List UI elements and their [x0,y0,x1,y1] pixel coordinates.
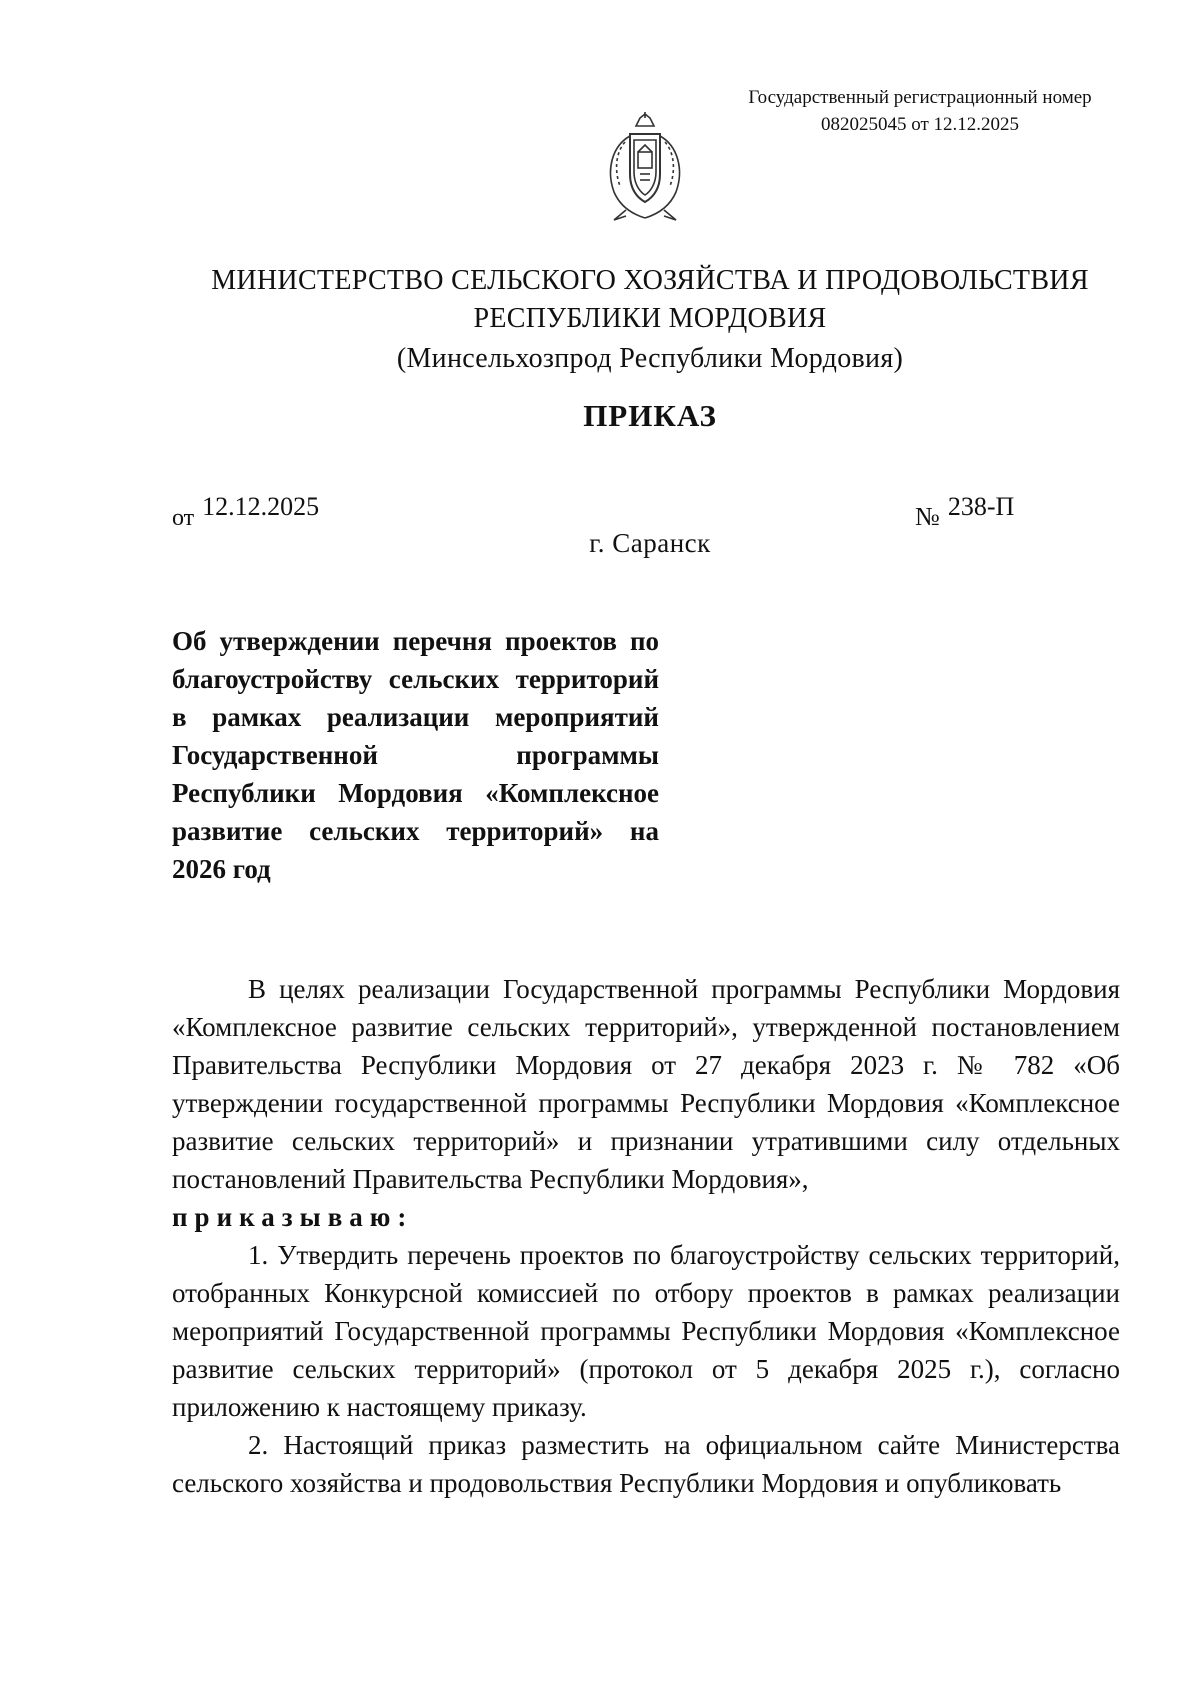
number-value: 238-П [947,492,1015,521]
ministry-name [100,262,1200,378]
document-body [172,970,1120,1502]
command-word: приказываю: [172,1202,414,1232]
date-value: 12.12.2025 [202,492,320,521]
preamble-paragraph: В целях реализации Государственной программы Республики Мордовия «Комплексное развитие сельских территорий», утвержденной постановлением Правительства Республики Мордовия от 27 декабря 2023 г. № 782 «Об утверждении государственной программы Республики Мордовия «Комплексное развитие сельских территорий» и признании утратившими силу отдельных постановлений Правительства Республики Мордовия», [172,974,1120,1194]
date-prefix: от [172,505,195,531]
document-number [915,492,1014,532]
number-prefix: № [915,502,940,531]
registration-number: 082025045 от 12.12.2025 [820,114,1020,135]
registration-number-block [700,84,1140,138]
document-date [172,492,319,532]
registration-label: Государственный регистрационный номер [748,87,1092,108]
item-1-paragraph: 1. Утвердить перечень проектов по благоустройству сельских территорий, отобранных Конкурсной комиссией по отбору проектов в рамках реализации мероприятий Государственной программы Республики Мордовия «Комплексное развитие сельских территорий» (протокол от 5 декабря 2025 г.), согласно приложению к настоящему приказу. [172,1240,1120,1422]
ministry-name-line2: РЕСПУБЛИКИ МОРДОВИЯ [473,303,827,334]
document-city: г. Саранск [589,528,711,558]
item-2-paragraph: 2. Настоящий приказ разместить на официальном сайте Министерства сельского хозяйства и продовольствия Республики Мордовия и опубликовать [172,1430,1120,1498]
ministry-name-line1: МИНИСТЕРСТВО СЕЛЬСКОГО ХОЗЯЙСТВА И ПРОДОВОЛЬСТВИЯ [211,265,1089,296]
ministry-short-name: (Минсельхозпрод Республики Мордовия) [396,343,904,374]
document-type: ПРИКАЗ [583,398,717,433]
coat-of-arms-icon [590,112,700,224]
document-subject: Об утверждении перечня проектов по благоустройству сельских территорий в рамках реализации мероприятий Государственной программы Республики Мордовия «Комплексное развитие сельских территорий» на 2026 год [172,626,659,884]
